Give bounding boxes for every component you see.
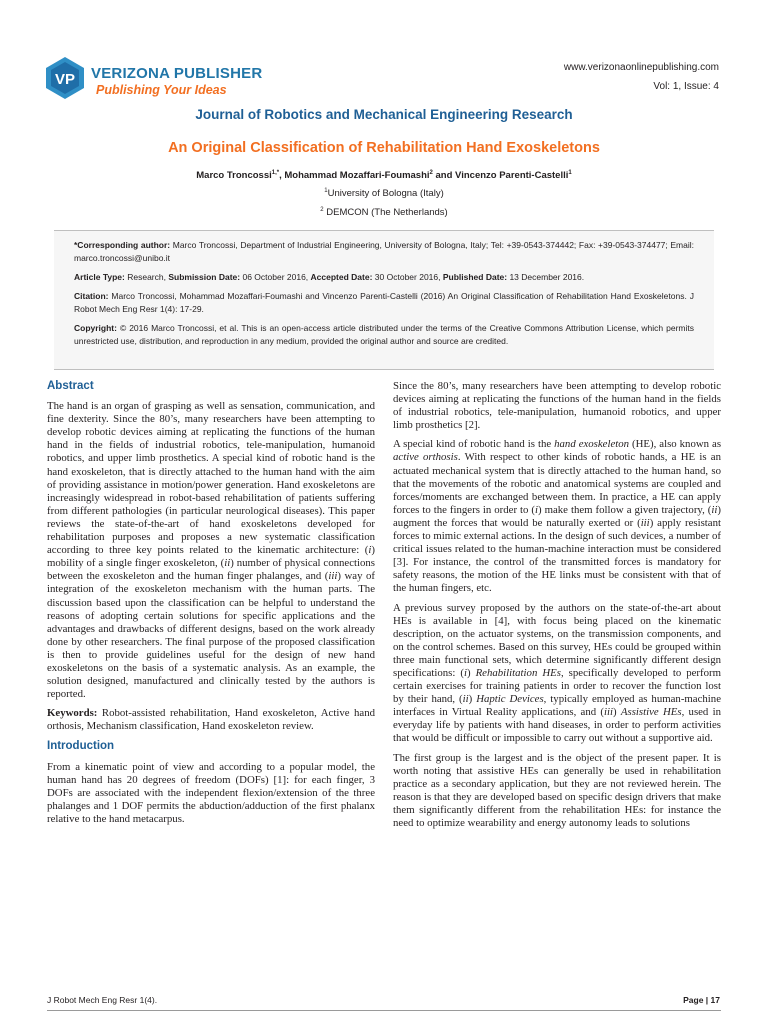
text: The hand is an organ of grasping as well as sensation, communication, and fine dexterity. Since the 80’s, many researchers have been attempting to develop robotic devices aiming at replicating the functions of the human hand in the fields of industrial robotics, tele-manipulation, humanoid robotics, and upper limb prosthetics. A special kind of robotic hand is the hand exoskeleton, that is directly attached to the human hand with the aim of providing assistance in motion/power generation. Hand exoskeletons are increasingly widespread in robot-based rehabilitation of patients suffering from different pathologies (in particular neurological diseases). This paper reviews the state-of-the-art of hand exoskeletons developed for rehabilitation purposes and proposes a new systematic classification according to three key points related to the kinematic architecture: ( [47,400,375,557]
keywords [47,707,375,733]
publisher-tagline: Publishing Your Ideas [96,83,227,97]
italic: iii [640,516,650,529]
author-name: Vincenzo Parenti-Castelli [455,170,569,181]
value: © 2016 Marco Troncossi, et al. This is an open-access article distributed under the terms of the Creative Commons Attribution License, which permits unrestricted use, distribution, and reproduction in any medium, provided the original author and source are credited. [74,323,694,346]
text: (HE), also known as [629,438,722,451]
text: , used in everyday life by patients with hand diseases, in order to perform activities that would be difficult or impossible to carry out without a supportive aid. [393,706,722,745]
logo-letters: VP [54,71,76,88]
italic: hand exoskeleton [554,438,630,451]
author-name: Marco Troncossi [196,170,272,181]
label: Accepted Date: [310,272,373,282]
label: Citation: [74,291,109,301]
italic: i [368,544,372,557]
value: 30 October 2016, [372,272,443,282]
italic: Assistive HEs [620,706,682,719]
article-dates [74,271,694,284]
label: Article Type: [74,272,125,282]
article-info-box [54,230,714,370]
author-list [0,170,768,181]
citation [74,290,694,316]
italic: ii [224,557,231,570]
body-paragraph [393,602,721,746]
publisher-logo-icon [44,56,86,100]
author-name: Mohammad Mozaffari-Foumashi [284,170,430,181]
footer-divider [47,1010,721,1011]
italic: ii [462,693,469,706]
left-column [47,380,375,832]
text: A special kind of robotic hand is the [393,438,555,451]
corresponding-author [74,239,694,265]
italic: ii [711,503,718,516]
keywords-label: Keywords: [47,707,98,720]
footer-citation: J Robot Mech Eng Resr 1(4). [47,995,158,1005]
article-title: An Original Classification of Rehabilitation Hand Exoskeletons [168,140,600,156]
italic: active orthosis [393,451,458,464]
text: ) [613,706,621,719]
affil-mark: 2 [320,206,324,213]
author-affil-mark: 1,* [271,169,280,176]
body-paragraph [393,438,721,595]
italic: i [535,503,539,516]
italic: Haptic Devices [476,693,544,706]
abstract-heading: Abstract [47,380,94,392]
website-link[interactable]: www.verizonaonlinepublishing.com [563,62,719,73]
affil-mark: 1 [324,187,328,194]
value: Marco Troncossi, Mohammad Mozaffari-Foumashi and Vincenzo Parenti-Castelli (2016) An Original Classification of Rehabilitation Hand Exoskeletons. J Robot Mech Eng Resr 1(4): 17-29. [74,291,694,314]
introduction-heading: Introduction [47,740,115,753]
label: Copyright: [74,323,117,333]
right-column [393,380,721,836]
label: Published Date: [442,272,508,282]
affil-text: DEMCON (The Netherlands) [323,207,448,218]
value: Marco Troncossi, Department of Industrial Engineering, University of Bologna, Italy; Tel: +39-0543-374442; Fax: +39-0543-374477; Email: marco.troncossi@unibo.it [74,240,694,263]
author-separator: and [432,170,456,181]
affiliation-1 [0,188,768,199]
text: ) [468,693,477,706]
affiliation-2 [0,207,768,218]
text: ) way of integration of the exoskeleton mechanism with the human parts. The discussion based upon the classification can be helpful to understand the reasons of adopting certain solutions for specific applications and the advantages and drawbacks of different designs, based on the work already done by other researchers. The final purpose of the proposed classification is then to provide guidelines useful for the design of new hand exoskeletons on the basis of a systematic analysis. As an example, the solution designed, manufactured and clinically tested by the authors is reported. [47,570,375,701]
body-paragraph: Since the 80’s, many researchers have been attempting to develop robotic devices aiming at replicating the functions of the human hand in the fields of industrial robotics, tele-manipulation, humanoid robotics, and upper limb prosthetics [2]. [393,380,721,432]
italic: iii [328,570,338,583]
volume-issue: Vol: 1, Issue: 4 [653,81,719,92]
keywords-text: Robot-assisted rehabilitation, Hand exoskeleton, Active hand orthosis, Mechanism classification, Hand exoskeleton review. [47,707,375,733]
value: 13 December 2016. [507,272,585,282]
label: Submission Date: [168,272,241,282]
italic: iii [604,706,614,719]
text: ) [466,666,476,679]
text: ) augment the forces that would be naturally exerted or ( [393,503,722,529]
author-affil-mark: 1 [568,169,572,176]
author-affil-mark: 2 [429,169,433,176]
introduction-paragraph: From a kinematic point of view and according to a popular model, the human hand has 20 degrees of freedom (DOFs) [1]: for each finger, 3 DOFs are associated with the independent flexion/extension of the three phalanges and 1 DOF permits the abduction/adduction of the first phalanx relative to the hand metacarpus. [47,760,375,825]
text: ) make them follow a given trajectory, ( [538,503,712,516]
publisher-logo[interactable] [44,56,263,102]
text: ) number of physical connections between the exoskeleton and the human finger phalanges, and ( [47,557,375,583]
affil-text: University of Bologna (Italy) [327,188,444,199]
copyright [74,322,694,348]
italic: Rehabilitation HEs [475,666,561,679]
journal-title: Journal of Robotics and Mechanical Engineering Research [195,107,573,122]
author-separator: , [279,170,285,181]
text: . With respect to other kinds of robotic hands, a HE is an actuated mechanical system that is directly attached to the human hand, so that the movements of the robotic and anatomical systems are coupled and forces/moments are exchanged between them. In practice, a HE can apply forces to the fingers in order to ( [393,451,721,516]
page-number: Page | 17 [683,995,720,1005]
text: ) apply resistant forces to mimic external actions. In the design of such devices, a number of critical issues related to the human-machine interaction must be considered [3]. For instance, the control of the transmitted forces is mandatory for safety reasons, the motion of the HE links must be consistent with that of the human fingers, etc. [393,516,721,595]
publisher-name: VERIZONA PUBLISHER [91,65,263,82]
abstract-paragraph [47,400,375,701]
italic: i [463,666,467,679]
value: Research, [124,272,169,282]
body-paragraph: The first group is the largest and is the object of the present paper. It is worth noting that assistive HEs can generally be used in rehabilitation practice as a secondary application, but they are not reviewed herein. The reason is that they are developed based on specific design drivers that make them significantly different from the rehabilitation HEs: for instance the need to optimize wearability and energy autonomy leads to solutions [393,751,721,829]
label: *Corresponding author: [74,240,171,250]
text: , specifically developed to perform certain exercises for training patients in order to recover the function lost by their hand, ( [393,666,721,706]
value: 06 October 2016, [240,272,311,282]
text: ) mobility of a single finger exoskeleton, ( [47,544,375,570]
text: , typically employed as human-machine interfaces in Virtual Reality applications, and ( [393,693,721,719]
text: A previous survey proposed by the authors on the state-of-the-art about HEs is available in [4], with focus being placed on the kinematic description, on the actuator systems, on the transmission components, and on the control schemes. Based on this survey, HEs could be grouped within three main functional sets, which determine significantly different design specifications: ( [393,601,721,679]
